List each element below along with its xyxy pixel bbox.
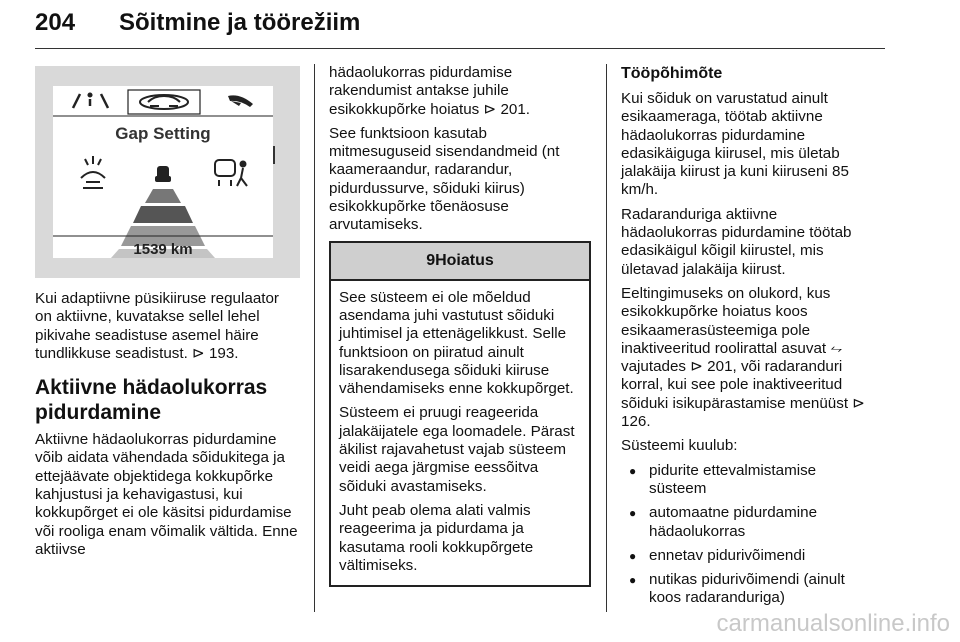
- watermark: carmanualsonline.info: [716, 610, 950, 637]
- paragraph: Kui sõiduk on varustatud ainult esikaameraga, töötab aktiivne hädaolukorras pidurdamine edasikäiguga kiirusel, mis ületab jalakäija kiirust ja kuni kiiruseni 85 km/h.: [621, 90, 849, 199]
- distance-car-icon: [81, 156, 105, 188]
- instrument-display: [53, 86, 273, 258]
- pedestrian-icon: [215, 160, 247, 186]
- warning-title: 9Hoiatus: [331, 243, 589, 281]
- odometer-readout: 1539 km: [133, 241, 193, 258]
- warning-box: [329, 241, 591, 587]
- scroll-indicator: [273, 146, 275, 164]
- subsection-heading: Tööpõhimõte: [621, 65, 723, 82]
- warning-paragraph: Juht peab olema alati valmis reageerima ja pidurdama ja kasutama rooli kokkupõrgete vältimiseks.: [339, 501, 534, 574]
- warning-paragraph: Süsteem ei pruugi reageerida jalakäijatele ega loomadele. Pärast äkilist rajavahetust vajab süsteem veidi aega järgmise eessõitva sõiduki avastamiseks.: [339, 404, 575, 495]
- page-header: [35, 6, 885, 49]
- column-1: [35, 66, 300, 565]
- gap-bar: [145, 189, 181, 203]
- column-divider: [314, 64, 315, 612]
- lead-car-icon: [155, 166, 171, 182]
- inputs-paragraph: See funktsioon kasutab mitmesuguseid sisendandmeid (nt kaameraandur, radarandur, pidurdussurve, sõiduki kiirus) esikokkupõrke tõenäosuse arvutamiseks.: [329, 124, 560, 234]
- gap-setting-figure: [35, 66, 300, 278]
- column-divider: [606, 64, 607, 612]
- chapter-title: Sõitmine ja töörežiim: [119, 9, 361, 36]
- display-title: Gap Setting: [115, 124, 211, 143]
- continuation-paragraph: hädaolukorras pidurdamise rakendumist antakse juhile esikokkupõrke hoiatus ⊳ 201.: [329, 64, 530, 118]
- speed-warning-icon: [228, 95, 253, 107]
- paragraph: Eeltingimuseks on olukord, kus esikokkupõrke hoiatus koos esikaamerasüsteemiga pole inaktiveeritud roolirattal asuvat ⥊ vajutades ⊳ 201, või radaranduri korral, kui see pole inaktiveeritud sõiduki isikupärastamise menüüst ⊳ 126.: [621, 284, 866, 431]
- paragraph: Radaranduriga aktiivne hädaolukorras pidurdamine töötab edasikäigul kõigil kiirustel, mis ületavad jalakäija kiirust.: [621, 205, 852, 278]
- list-intro: Süsteemi kuulub:: [621, 437, 738, 455]
- column-2: [329, 64, 591, 587]
- section-heading: Aktiivne hädaolukorras pidurdamine: [35, 376, 268, 425]
- intro-paragraph: Aktiivne hädaolukorras pidurdamine võib aidata vähendada sõidukitega ja ettejäävate objektidega kokkupõrke kahjustusi ja kehavigastusi, kui kokkupõrget ei ole käsitsi pidurdamise või rooliga enam võimalik vältida. Enne aktiivse: [35, 431, 298, 558]
- selected-tab: [128, 90, 200, 114]
- column-3: [621, 64, 871, 614]
- gap-bar: [133, 206, 193, 223]
- lane-assist-icon: [73, 94, 108, 108]
- page-number: 204: [35, 9, 76, 36]
- list-item: ● pidurite ettevalmistamise süsteem: [621, 462, 871, 499]
- warning-body: [331, 281, 589, 585]
- list-item: ● automaatne pidurdamine hädaolukorras: [621, 504, 871, 541]
- car-front-icon: [140, 95, 188, 109]
- figure-caption: Kui adaptiivne püsikiiruse regulaator on aktiivne, kuvatakse sellel lehel pikivahe seadistuse asemel häire tundlikkuse seadistust. ⊳ 193.: [35, 290, 279, 362]
- list-item: ● ennetav pidurivõimendi: [621, 547, 871, 565]
- warning-paragraph: See süsteem ei ole mõeldud asendama juhi vastutust sõiduki juhtimisel ja ettenägelikkust. Selle funktsioon on piiratud ainult lisarakendusega sõiduki kiiruse vähendamiseks enne kokkupõrget.: [339, 288, 574, 398]
- list-item: ● nutikas pidurivõimendi (ainult koos radaranduriga): [621, 571, 871, 608]
- feature-list: [621, 462, 871, 608]
- display-graphic: [53, 86, 273, 258]
